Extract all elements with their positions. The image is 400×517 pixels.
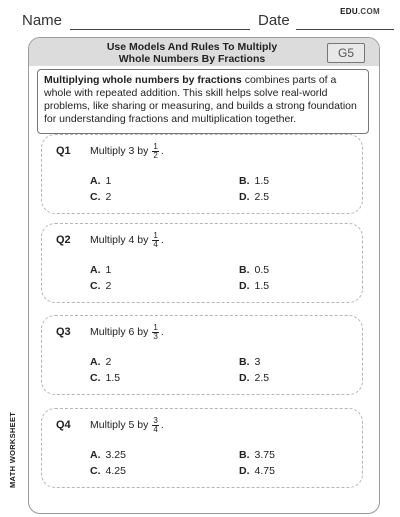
prompt-text: Multiply 5 by [90,419,149,431]
option-d[interactable]: D. 2.5 [239,191,270,203]
intro-bold: Multiplying whole numbers by fractions [44,74,242,86]
date-line[interactable] [296,29,394,30]
fraction-denominator: 3 [153,331,158,341]
intro-text: combines parts of a whole with repeated addition. This skill helps solve real-world problems, like sharing or measuring, and builds a strong foundation for understanding fractions and multiplication together. [44,74,357,125]
prompt-text: Multiply 6 by [90,326,149,338]
option-b[interactable]: B. 0.5 [239,264,270,276]
fraction-denominator: 4 [153,424,158,434]
option-c[interactable]: C. 1.5 [90,372,121,384]
question-prompt: Multiply 4 by $\frac{1}{4}$ . [90,230,164,249]
prompt-text: Multiply 4 by [90,234,149,246]
brand-prefix: EDU [340,7,358,16]
fraction-denominator: 4 [153,239,158,249]
option-c[interactable]: C. 2 [90,280,112,292]
prompt-text: Multiply 3 by [90,145,149,157]
question-card [41,223,363,303]
side-label: MATH WORKSHEET [8,411,17,488]
fraction [152,232,158,249]
intro-box [37,69,369,134]
option-a[interactable]: A. 2 [90,356,112,368]
option-c[interactable]: C. 4.25 [90,465,126,477]
name-line[interactable] [70,29,250,30]
question-card [41,315,363,395]
worksheet-frame [28,37,380,514]
fraction [152,324,158,341]
option-b[interactable]: B. 1.5 [239,175,270,187]
question-card [41,134,363,214]
option-a[interactable]: A. 1 [90,264,112,276]
title-line-2: Whole Numbers By Fractions [118,53,266,65]
worksheet-header [29,38,379,66]
question-prompt: Multiply 3 by $\frac{1}{2}$ . [90,141,164,160]
option-a[interactable]: A. 1 [90,175,112,187]
question-number: Q2 [56,234,71,246]
option-d[interactable]: D. 4.75 [239,465,275,477]
question-card [41,408,363,488]
fraction-denominator: 2 [153,150,158,160]
brand-suffix: .COM [357,7,380,16]
fraction-numerator: 1 [153,322,158,332]
option-b[interactable]: B. 3 [239,356,261,368]
question-prompt: Multiply 5 by $\frac{3}{4}$ . [90,415,164,434]
title-line-1: Use Models And Rules To Multiply [106,41,278,53]
option-a[interactable]: A. 3.25 [90,449,126,461]
fraction [152,143,158,160]
name-label: Name [22,12,63,29]
worksheet-title [67,41,317,65]
option-d[interactable]: D. 1.5 [239,280,270,292]
fraction-numerator: 1 [153,141,158,151]
option-c[interactable]: C. 2 [90,191,112,203]
question-number: Q3 [56,326,71,338]
grade-badge: G5 [327,43,365,63]
question-prompt: Multiply 6 by $\frac{1}{3}$ . [90,322,164,341]
fraction-numerator: 1 [153,230,158,240]
fraction [152,417,158,434]
question-number: Q1 [56,145,71,157]
brand-logo [340,7,380,16]
question-number: Q4 [56,419,71,431]
option-d[interactable]: D. 2.5 [239,372,270,384]
fraction-numerator: 3 [153,415,158,425]
option-b[interactable]: B. 3.75 [239,449,275,461]
name-date-row [22,8,322,30]
date-label: Date [258,12,290,29]
